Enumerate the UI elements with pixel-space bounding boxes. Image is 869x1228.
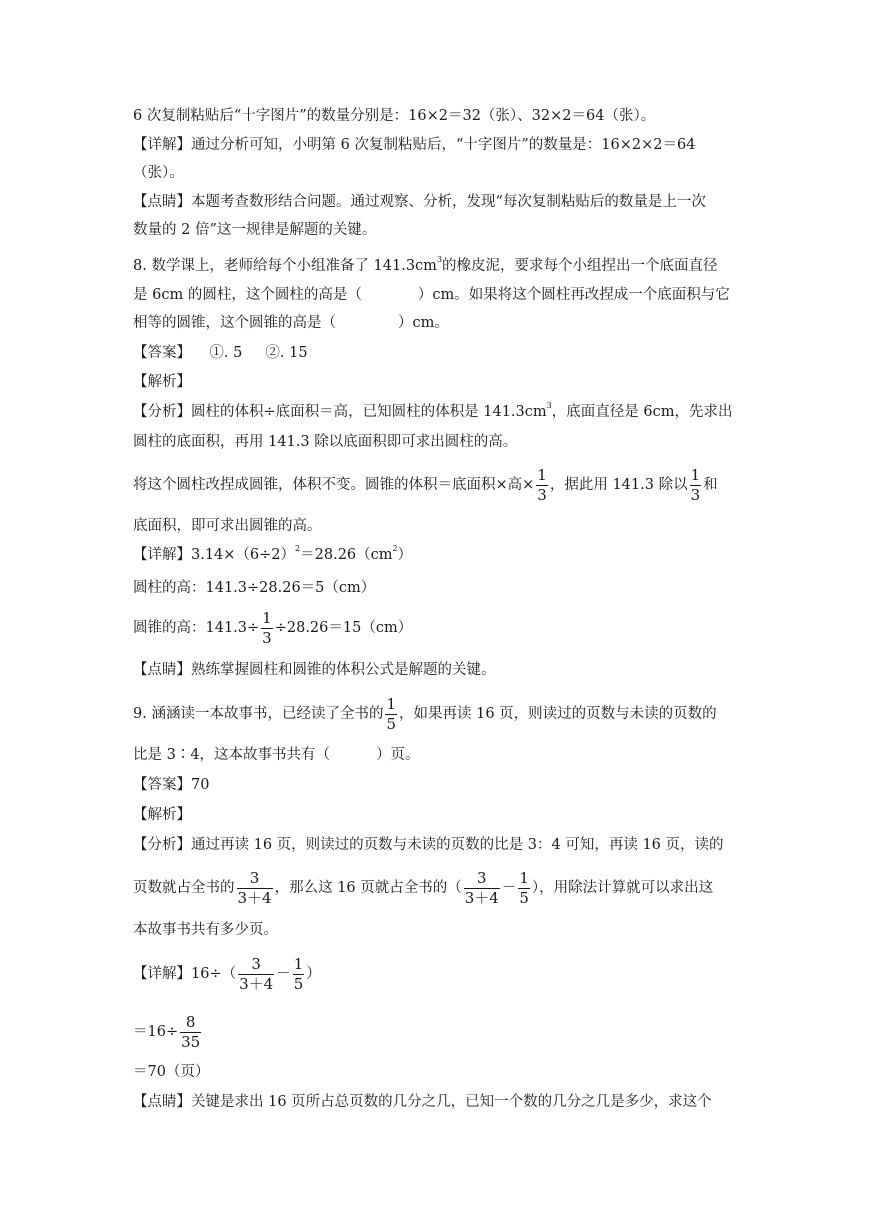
text: 和 — [703, 477, 718, 493]
denominator: 3＋4 — [464, 888, 499, 907]
fraction — [536, 465, 548, 504]
analysis-9-line-1 — [133, 835, 743, 855]
numerator: 3 — [464, 871, 500, 889]
text: 是 6cm 的圆柱，这个圆柱的高是（ — [133, 287, 362, 303]
question-9-line-1 — [133, 694, 743, 734]
answer-8 — [133, 343, 743, 363]
text-line — [133, 106, 743, 126]
text: 6 次复制粘贴后“十字图片”的数量分别是：16×2＝32（张）、32×2＝64（张）。 — [133, 108, 656, 124]
fraction — [238, 954, 274, 993]
text: ＝28.26（cm — [300, 547, 393, 563]
text-line — [133, 220, 743, 240]
text: ），用除法计算就可以求出这 — [531, 880, 714, 896]
text: ，那么这 16 页就占全书的（ — [274, 880, 462, 896]
text: 【详解】3.14×（6÷2） — [133, 547, 296, 563]
text: ）cm。 — [398, 315, 449, 331]
numerator: 1 — [262, 608, 272, 627]
numerator: 1 — [537, 465, 547, 484]
detail-9-line-2 — [133, 1010, 743, 1054]
denominator: 3 — [262, 628, 272, 647]
text: 【答案】70 — [133, 777, 210, 793]
text: ＝70（页） — [133, 1064, 210, 1080]
text: 本故事书共有多少页。 — [133, 922, 278, 938]
text: ） — [397, 547, 413, 563]
detail-8-line-1 — [133, 545, 743, 565]
text: ，底面直径是 6cm，先求出 — [551, 404, 733, 420]
denominator: 3 — [537, 485, 547, 504]
superscript: 3 — [436, 255, 443, 264]
fraction — [518, 868, 530, 907]
numerator: 1 — [386, 694, 396, 713]
question-9-line-2 — [133, 745, 743, 765]
text: 相等的圆锥，这个圆锥的高是（ — [133, 315, 336, 331]
text: ，据此用 141.3 除以 — [549, 477, 688, 493]
fraction — [690, 465, 702, 504]
analysis-8-heading — [133, 372, 743, 392]
analysis-8-line-3 — [133, 465, 743, 505]
analysis-9-heading — [133, 805, 743, 825]
text: 圆柱的底面积，再用 141.3 除以底面积即可求出圆柱的高。 — [133, 434, 518, 450]
text: ）页。 — [376, 747, 420, 763]
numerator: 1 — [293, 954, 304, 973]
text: 【分析】圆柱的体积÷底面积＝高，已知圆柱的体积是 141.3cm — [133, 404, 547, 420]
text: （张）。 — [133, 165, 184, 181]
fraction — [293, 954, 305, 993]
detail-9-line-1 — [133, 952, 743, 996]
text: 【点睛】熟练掌握圆柱和圆锥的体积公式是解题的关键。 — [133, 662, 496, 678]
text: 比是 3∶4，这本故事书共有（ — [133, 747, 331, 763]
numerator: 3 — [238, 957, 274, 975]
text: 圆柱的高：141.3÷28.26＝5（cm） — [133, 580, 376, 596]
text-line — [133, 192, 743, 212]
denominator: 3＋4 — [239, 974, 274, 993]
fraction — [261, 608, 273, 647]
superscript: 3 — [546, 401, 552, 410]
numerator: 1 — [690, 465, 701, 484]
denominator: 5 — [519, 888, 529, 907]
text: 【详解】16÷（ — [133, 966, 237, 982]
detail-8-line-2 — [133, 578, 743, 598]
detail-9-line-3 — [133, 1062, 743, 1082]
text: － — [501, 880, 517, 896]
superscript: 2 — [392, 544, 398, 553]
key-point-9 — [133, 1092, 743, 1112]
analysis-8-line-4 — [133, 516, 743, 536]
text-line — [133, 163, 743, 183]
numerator: 8 — [180, 1015, 201, 1033]
text: 8. 数学课上，老师给每个小组准备了 141.3cm — [133, 258, 437, 274]
fraction — [464, 868, 500, 907]
analysis-9-line-2 — [133, 866, 743, 910]
text: 数量的 2 倍”这一规律是解题的关键。 — [133, 222, 377, 238]
analysis-8-line-1 — [133, 402, 743, 422]
question-8-line-3 — [133, 313, 743, 333]
superscript: 2 — [295, 544, 301, 553]
detail-8-line-3 — [133, 608, 743, 648]
text: 将这个圆柱改捏成圆锥，体积不变。圆锥的体积＝底面积×高× — [133, 477, 535, 493]
text: ÷28.26＝15（cm） — [274, 620, 413, 636]
text: 【点睛】本题考查数形结合问题。通过观察、分析，发现“每次复制粘贴后的数量是上一次 — [133, 194, 706, 210]
denominator: 5 — [293, 974, 304, 993]
numerator: 3 — [237, 871, 273, 889]
text: 【详解】通过分析可知，小明第 6 次复制粘贴后，“十字图片”的数量是：16×2×2＝64 — [133, 137, 696, 153]
text: 【解析】 — [133, 374, 191, 390]
text: 页数就占全书的 — [133, 880, 235, 896]
text: 的橡皮泥，要求每个小组捏出一个底面直径 — [442, 258, 718, 274]
text: ） — [306, 966, 321, 982]
text: 【解析】 — [133, 807, 191, 823]
text: 圆锥的高：141.3÷ — [133, 620, 260, 636]
denominator: 35 — [181, 1032, 201, 1051]
denominator: 3 — [690, 485, 701, 504]
denominator: 5 — [386, 714, 396, 733]
text: 9. 涵涵读一本故事书，已经读了全书的 — [133, 706, 384, 722]
denominator: 3＋4 — [237, 888, 272, 907]
text: － — [276, 966, 291, 982]
analysis-8-line-2 — [133, 432, 743, 452]
text: ）cm。如果将这个圆柱再改捏成一个底面积与它 — [417, 287, 730, 303]
answer-9 — [133, 775, 743, 795]
analysis-9-line-3 — [133, 920, 743, 940]
text: 【答案】 ①. 5 ②. 15 — [133, 345, 308, 361]
fraction — [237, 868, 273, 907]
key-point-8 — [133, 660, 743, 680]
numerator: 1 — [519, 868, 529, 887]
text: ＝16÷ — [133, 1024, 179, 1040]
text: 【点睛】关键是求出 16 页所占总页数的几分之几，已知一个数的几分之几是多少，求这个 — [133, 1094, 712, 1110]
fraction — [180, 1012, 201, 1051]
text-line — [133, 135, 743, 155]
text: 【分析】通过再读 16 页，则读过的页数与未读的页数的比是 3：4 可知，再读 16 页，读的 — [133, 837, 724, 853]
fraction — [385, 694, 397, 733]
question-8-line-2 — [133, 285, 743, 305]
question-8-line-1 — [133, 256, 743, 276]
text: 底面积，即可求出圆锥的高。 — [133, 518, 322, 534]
text: ，如果再读 16 页，则读过的页数与未读的页数的 — [399, 706, 717, 722]
